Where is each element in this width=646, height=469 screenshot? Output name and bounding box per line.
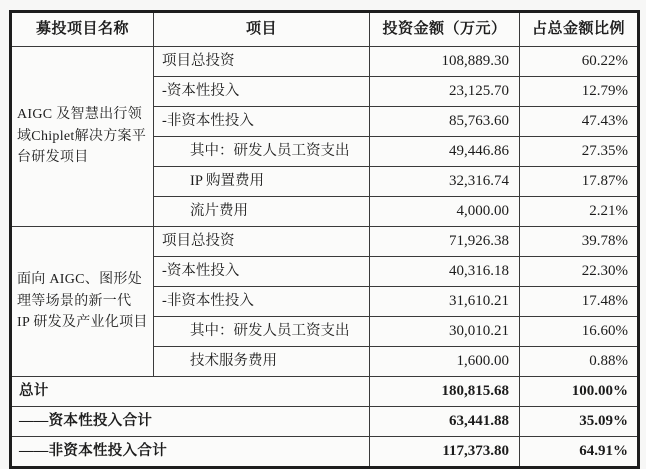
amount-cell: 4,000.00 bbox=[370, 197, 520, 227]
amount-cell: 108,889.30 bbox=[370, 47, 520, 77]
amount-cell: 1,600.00 bbox=[370, 347, 520, 377]
item-cell: 流片费用 bbox=[154, 197, 370, 227]
ratio-cell: 47.43% bbox=[520, 107, 639, 137]
header-ratio: 占总金额比例 bbox=[520, 12, 639, 47]
summary-label-cell: ——资本性投入合计 bbox=[11, 407, 370, 437]
ratio-cell: 39.78% bbox=[520, 227, 639, 257]
ratio-cell: 60.22% bbox=[520, 47, 639, 77]
amount-cell: 30,010.21 bbox=[370, 317, 520, 347]
item-cell: 其中：研发人员工资支出 bbox=[154, 317, 370, 347]
summary-label-cell: ——非资本性投入合计 bbox=[11, 437, 370, 468]
amount-cell: 49,446.86 bbox=[370, 137, 520, 167]
ratio-cell: 17.87% bbox=[520, 167, 639, 197]
item-cell: -资本性投入 bbox=[154, 77, 370, 107]
ratio-cell: 2.21% bbox=[520, 197, 639, 227]
amount-cell: 40,316.18 bbox=[370, 257, 520, 287]
project-name-cell: 面向 AIGC、图形处理等场景的新一代 IP 研发及产业化项目 bbox=[11, 227, 154, 377]
item-cell: -非资本性投入 bbox=[154, 287, 370, 317]
table-row bbox=[11, 227, 639, 257]
ratio-cell: 16.60% bbox=[520, 317, 639, 347]
item-cell: 其中：研发人员工资支出 bbox=[154, 137, 370, 167]
amount-cell: 31,610.21 bbox=[370, 287, 520, 317]
ratio-cell: 35.09% bbox=[520, 407, 639, 437]
item-cell: 技术服务费用 bbox=[154, 347, 370, 377]
item-cell: IP 购置费用 bbox=[154, 167, 370, 197]
amount-cell: 117,373.80 bbox=[370, 437, 520, 468]
header-project-name: 募投项目名称 bbox=[11, 12, 154, 47]
item-cell: -非资本性投入 bbox=[154, 107, 370, 137]
item-cell: 项目总投资 bbox=[154, 47, 370, 77]
amount-cell: 85,763.60 bbox=[370, 107, 520, 137]
ratio-cell: 17.48% bbox=[520, 287, 639, 317]
amount-cell: 32,316.74 bbox=[370, 167, 520, 197]
noncapital-subtotal-row bbox=[11, 437, 639, 468]
item-cell: 项目总投资 bbox=[154, 227, 370, 257]
ratio-cell: 64.91% bbox=[520, 437, 639, 468]
ratio-cell: 27.35% bbox=[520, 137, 639, 167]
amount-cell: 23,125.70 bbox=[370, 77, 520, 107]
header-amount: 投资金额（万元） bbox=[370, 12, 520, 47]
table-row bbox=[11, 47, 639, 77]
ratio-cell: 100.00% bbox=[520, 377, 639, 407]
ratio-cell: 12.79% bbox=[520, 77, 639, 107]
investment-projects-table bbox=[9, 10, 640, 469]
header-row bbox=[11, 12, 639, 47]
ratio-cell: 22.30% bbox=[520, 257, 639, 287]
ratio-cell: 0.88% bbox=[520, 347, 639, 377]
summary-label-cell: 总计 bbox=[11, 377, 370, 407]
amount-cell: 71,926.38 bbox=[370, 227, 520, 257]
amount-cell: 180,815.68 bbox=[370, 377, 520, 407]
item-cell: -资本性投入 bbox=[154, 257, 370, 287]
amount-cell: 63,441.88 bbox=[370, 407, 520, 437]
total-row bbox=[11, 377, 639, 407]
header-item: 项目 bbox=[154, 12, 370, 47]
capital-subtotal-row bbox=[11, 407, 639, 437]
project-name-cell: AIGC 及智慧出行领域Chiplet解决方案平台研发项目 bbox=[11, 47, 154, 227]
